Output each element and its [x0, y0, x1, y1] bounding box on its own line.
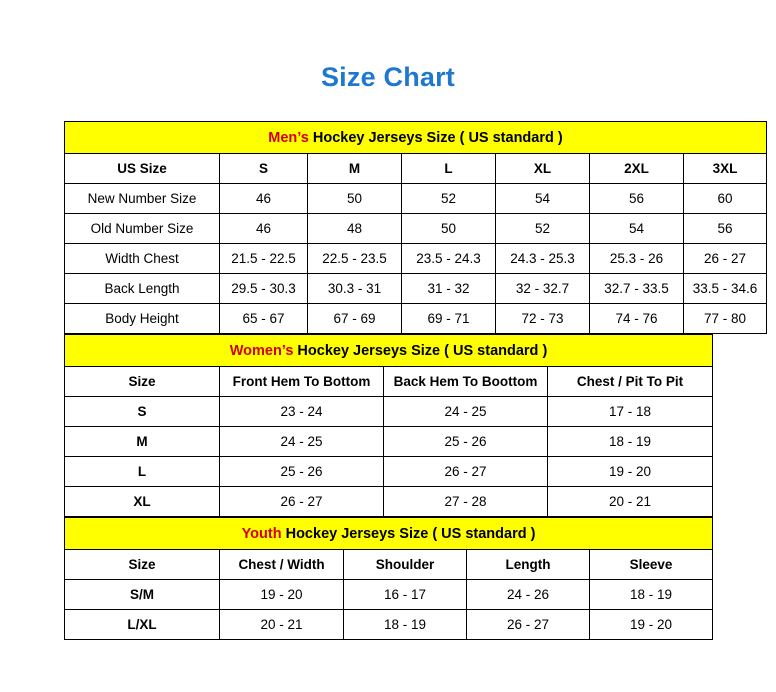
mens-row-3-value-0: 29.5 - 30.3 — [220, 274, 308, 304]
youth-row-0-label: S/M — [65, 580, 220, 610]
mens-heading-rest: Hockey Jerseys Size ( US standard ) — [308, 129, 563, 146]
youth-row-0-value-1: 16 - 17 — [344, 580, 467, 610]
mens-row-4-value-5: 77 - 80 — [684, 304, 767, 334]
womens-row-2-value-1: 26 - 27 — [384, 457, 548, 487]
youth-col-4: Sleeve — [590, 550, 713, 580]
womens-col-1: Front Hem To Bottom — [220, 367, 384, 397]
womens-heading-rest: Hockey Jerseys Size ( US standard ) — [293, 342, 548, 359]
womens-row-0-value-2: 17 - 18 — [548, 397, 713, 427]
youth-col-1: Chest / Width — [220, 550, 344, 580]
womens-row-2-label: L — [65, 457, 220, 487]
womens-row-3-label: XL — [65, 487, 220, 517]
mens-row-4-value-2: 69 - 71 — [402, 304, 496, 334]
womens-row-1-value-1: 25 - 26 — [384, 427, 548, 457]
youth-section-heading — [65, 518, 713, 550]
youth-col-3: Length — [467, 550, 590, 580]
mens-col-4: XL — [496, 154, 590, 184]
table-row — [65, 487, 713, 517]
womens-col-0: Size — [65, 367, 220, 397]
womens-heading-accent: Women’s — [229, 342, 294, 359]
mens-row-0-label: New Number Size — [65, 184, 220, 214]
mens-row-0-value-1: 50 — [308, 184, 402, 214]
mens-col-6: 3XL — [684, 154, 767, 184]
mens-row-0-value-3: 54 — [496, 184, 590, 214]
mens-row-2-label: Width Chest — [65, 244, 220, 274]
size-tables-container — [64, 93, 758, 640]
mens-row-2-value-5: 26 - 27 — [684, 244, 767, 274]
mens-row-4-value-4: 74 - 76 — [590, 304, 684, 334]
youth-row-1-value-2: 26 - 27 — [467, 610, 590, 640]
table-row — [65, 304, 767, 334]
mens-col-1: S — [220, 154, 308, 184]
mens-section-heading — [65, 122, 767, 154]
mens-row-0-value-2: 52 — [402, 184, 496, 214]
mens-row-2-value-4: 25.3 - 26 — [590, 244, 684, 274]
mens-row-4-value-1: 67 - 69 — [308, 304, 402, 334]
mens-col-2: M — [308, 154, 402, 184]
womens-row-3-value-1: 27 - 28 — [384, 487, 548, 517]
page-title: Size Chart — [320, 62, 456, 92]
mens-row-0-value-4: 56 — [590, 184, 684, 214]
table-row — [65, 214, 767, 244]
womens-row-2-value-0: 25 - 26 — [220, 457, 384, 487]
womens-size-table — [64, 334, 713, 517]
youth-size-table — [64, 517, 713, 640]
youth-row-0-value-2: 24 - 26 — [467, 580, 590, 610]
mens-row-1-value-2: 50 — [402, 214, 496, 244]
youth-section-heading-row — [65, 518, 713, 550]
womens-row-0-label: S — [65, 397, 220, 427]
womens-row-0-value-0: 23 - 24 — [220, 397, 384, 427]
mens-row-3-value-1: 30.3 - 31 — [308, 274, 402, 304]
womens-row-1-value-0: 24 - 25 — [220, 427, 384, 457]
womens-col-2: Back Hem To Boottom — [384, 367, 548, 397]
youth-row-1-label: L/XL — [65, 610, 220, 640]
youth-row-1-value-0: 20 - 21 — [220, 610, 344, 640]
mens-row-3-value-5: 33.5 - 34.6 — [684, 274, 767, 304]
youth-row-1-value-1: 18 - 19 — [344, 610, 467, 640]
womens-section-heading — [65, 335, 713, 367]
table-row — [65, 397, 713, 427]
womens-row-3-value-2: 20 - 21 — [548, 487, 713, 517]
mens-row-2-value-0: 21.5 - 22.5 — [220, 244, 308, 274]
mens-row-2-value-1: 22.5 - 23.5 — [308, 244, 402, 274]
womens-row-0-value-1: 24 - 25 — [384, 397, 548, 427]
mens-row-2-value-2: 23.5 - 24.3 — [402, 244, 496, 274]
youth-heading-accent: Youth — [241, 525, 282, 542]
womens-row-1-label: M — [65, 427, 220, 457]
womens-row-2-value-2: 19 - 20 — [548, 457, 713, 487]
mens-row-3-value-4: 32.7 - 33.5 — [590, 274, 684, 304]
mens-row-4-value-3: 72 - 73 — [496, 304, 590, 334]
youth-col-0: Size — [65, 550, 220, 580]
youth-heading-rest: Hockey Jerseys Size ( US standard ) — [281, 525, 536, 542]
womens-row-3-value-0: 26 - 27 — [220, 487, 384, 517]
mens-section-heading-row — [65, 122, 767, 154]
mens-col-5: 2XL — [590, 154, 684, 184]
mens-size-table — [64, 121, 767, 334]
table-row — [65, 457, 713, 487]
mens-row-0-value-0: 46 — [220, 184, 308, 214]
mens-row-1-value-0: 46 — [220, 214, 308, 244]
mens-heading-accent: Men’s — [268, 129, 309, 146]
mens-column-header-row — [65, 154, 767, 184]
mens-row-1-value-3: 52 — [496, 214, 590, 244]
mens-row-3-value-2: 31 - 32 — [402, 274, 496, 304]
table-row — [65, 274, 767, 304]
youth-col-2: Shoulder — [344, 550, 467, 580]
mens-row-0-value-5: 60 — [684, 184, 767, 214]
mens-row-4-label: Body Height — [65, 304, 220, 334]
table-row — [65, 580, 713, 610]
table-row — [65, 184, 767, 214]
mens-row-1-value-4: 54 — [590, 214, 684, 244]
womens-section-heading-row — [65, 335, 713, 367]
mens-col-0: US Size — [65, 154, 220, 184]
youth-row-0-value-3: 18 - 19 — [590, 580, 713, 610]
table-row — [65, 244, 767, 274]
mens-row-3-label: Back Length — [65, 274, 220, 304]
womens-column-header-row — [65, 367, 713, 397]
mens-col-3: L — [402, 154, 496, 184]
table-row — [65, 427, 713, 457]
mens-row-1-label: Old Number Size — [65, 214, 220, 244]
womens-col-3: Chest / Pit To Pit — [548, 367, 713, 397]
womens-row-1-value-2: 18 - 19 — [548, 427, 713, 457]
table-row — [65, 610, 713, 640]
mens-row-3-value-3: 32 - 32.7 — [496, 274, 590, 304]
mens-row-1-value-5: 56 — [684, 214, 767, 244]
mens-row-1-value-1: 48 — [308, 214, 402, 244]
youth-row-0-value-0: 19 - 20 — [220, 580, 344, 610]
mens-row-2-value-3: 24.3 - 25.3 — [496, 244, 590, 274]
youth-column-header-row — [65, 550, 713, 580]
mens-row-4-value-0: 65 - 67 — [220, 304, 308, 334]
youth-row-1-value-3: 19 - 20 — [590, 610, 713, 640]
